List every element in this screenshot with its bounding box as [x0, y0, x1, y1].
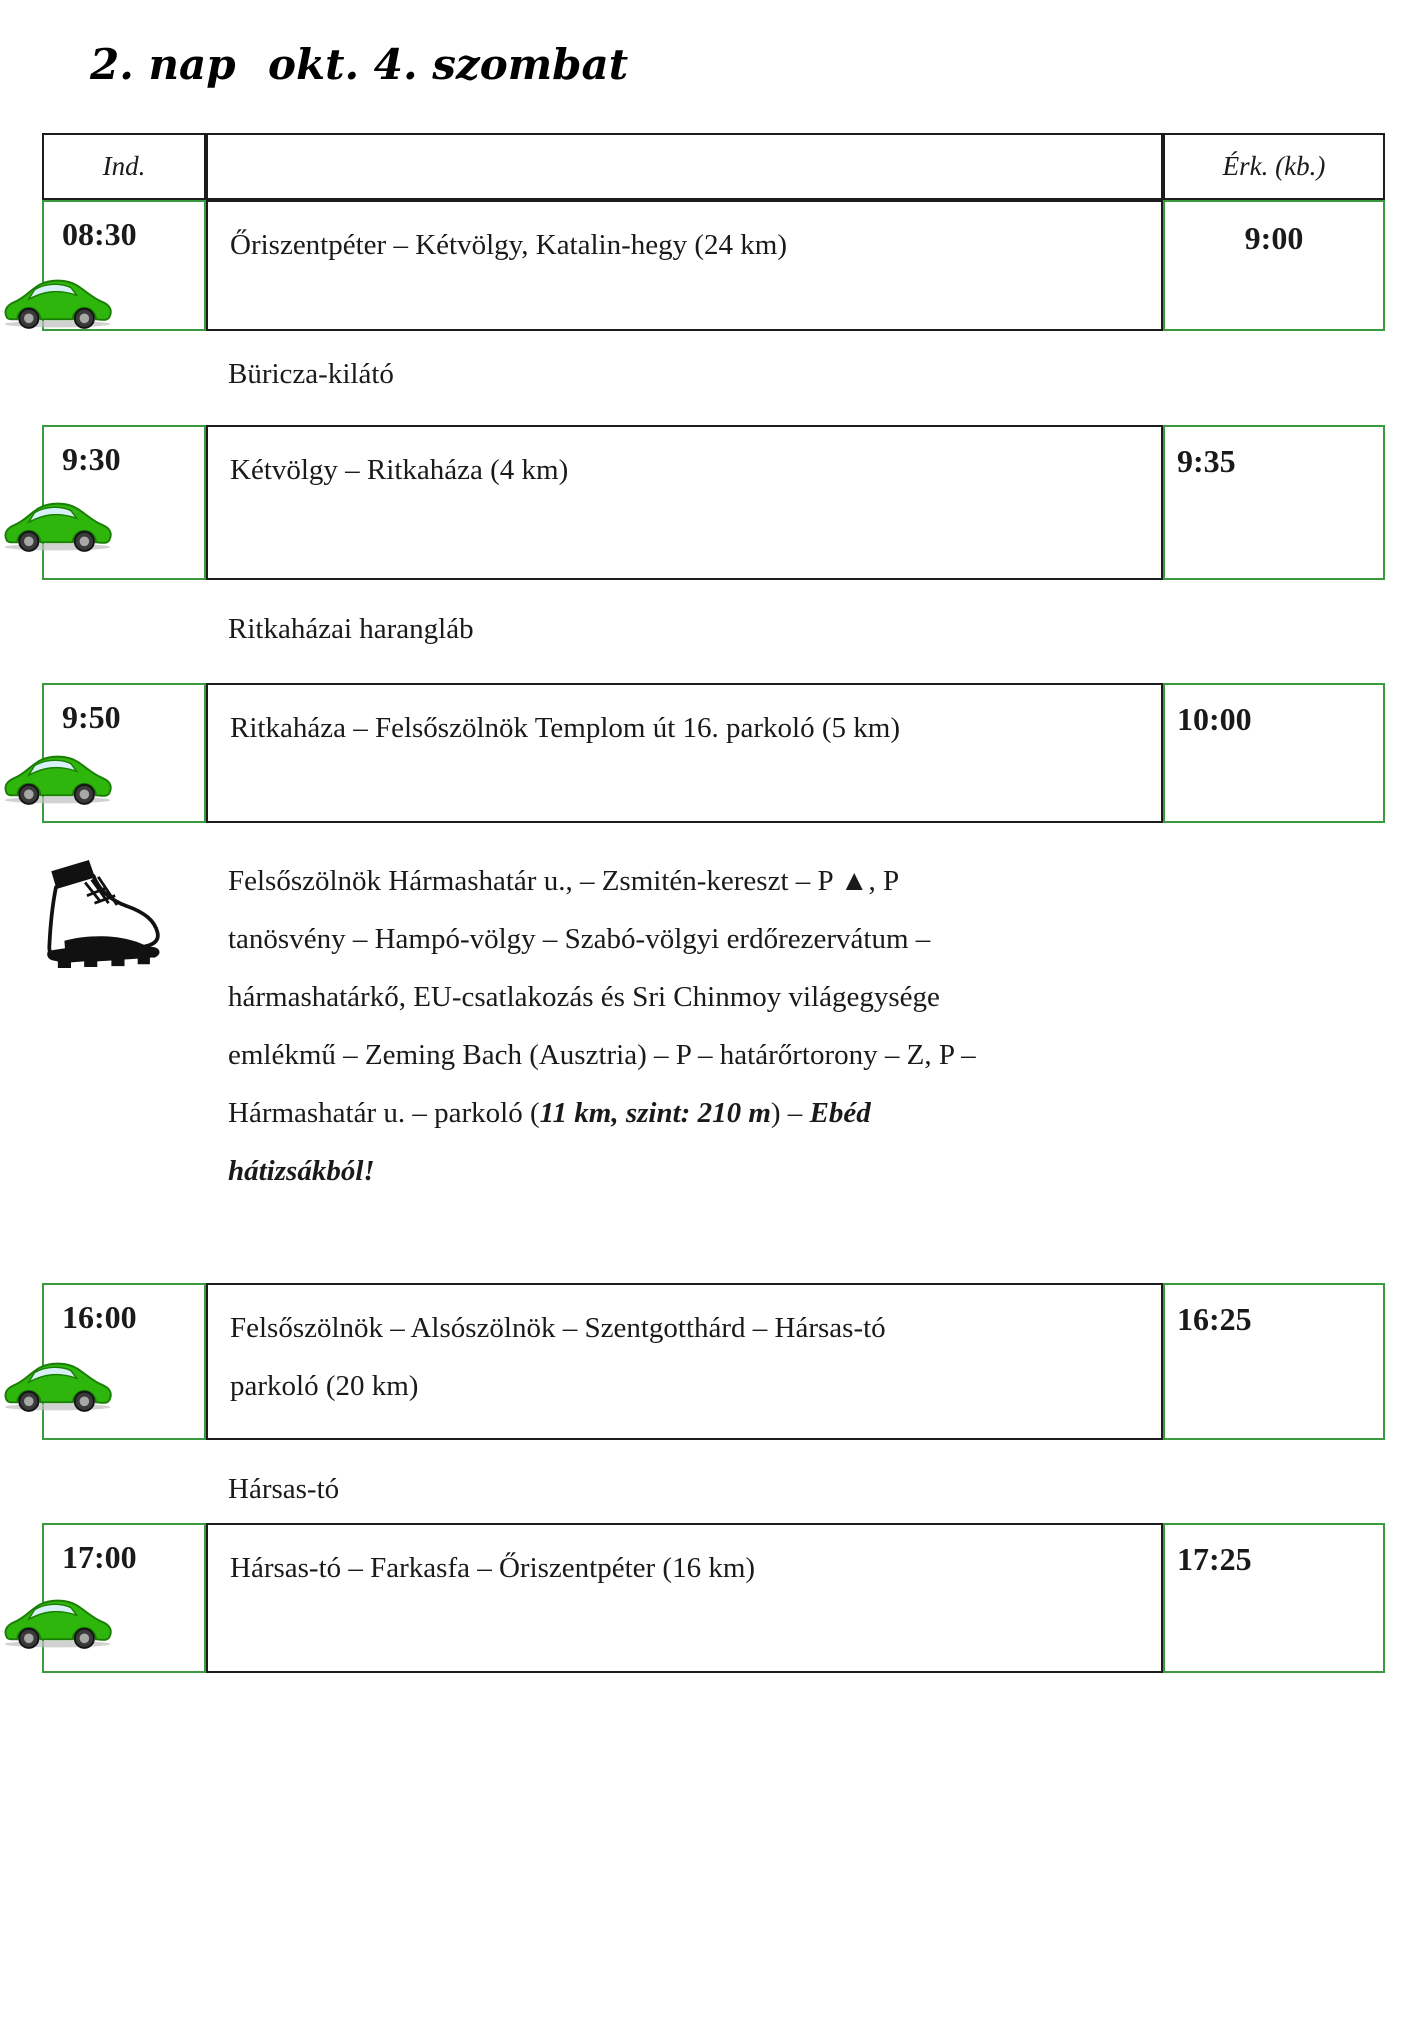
- hike-lunch-note: Ebéd hátizsákból!: [228, 1097, 871, 1187]
- page-title: [0, 40, 1428, 100]
- hike-route-text: Felsőszölnök Hármashatár u., – Zsmitén-kereszt – P ▲, P tanösvény – Hampó-völgy – Szabó-völgyi erdőrezervátum – hármashatárkő, EU-csatlakozás és Sri Chinmoy világegysége emlékmű – Zeming Bach (Ausztria) – P – határőrtorony – Z, P – Hármashatár u. – parkoló (: [228, 865, 976, 1129]
- car-icon: [2, 277, 115, 329]
- arrival-time: 9:35: [1177, 443, 1236, 479]
- route-cell: [206, 425, 1163, 580]
- route-text: Kétvölgy – Ritkaháza (4 km): [230, 454, 569, 486]
- car-icon: [2, 753, 115, 805]
- car-icon: [2, 500, 115, 552]
- waypoint-label: Ritkaházai harangláb: [228, 613, 474, 645]
- route-text: Őriszentpéter – Kétvölgy, Katalin-hegy (24 km): [230, 229, 788, 261]
- car-icon: [2, 1597, 115, 1649]
- hiking-boot-icon: [40, 850, 164, 992]
- hike-description: [228, 852, 978, 1200]
- hike-route-text: ) –: [770, 1097, 810, 1129]
- arrival-cell: [1163, 1283, 1385, 1440]
- departure-cell: [42, 1523, 206, 1673]
- departure-time: 9:50: [62, 699, 121, 735]
- arrival-cell: [1163, 683, 1385, 823]
- waypoint-label: Büricza-kilátó: [228, 358, 394, 390]
- departure-cell: [42, 1283, 206, 1440]
- departure-time: 08:30: [62, 216, 137, 252]
- route-text: Ritkaháza – Felsőszölnök Templom út 16. parkoló (5 km): [230, 712, 900, 744]
- route-cell: [206, 1283, 1163, 1440]
- arrival-time: 10:00: [1177, 701, 1252, 737]
- arrival-time: 9:00: [1244, 220, 1304, 256]
- departure-cell: [42, 683, 206, 823]
- hike-distance-note: 11 km, szint: 210 m: [539, 1097, 771, 1129]
- arrival-cell: [1163, 200, 1385, 331]
- day-label: 2. nap: [90, 40, 236, 89]
- departure-cell: [42, 200, 206, 331]
- route-cell: [206, 200, 1163, 331]
- route-cell: [206, 683, 1163, 823]
- car-icon: [2, 1360, 115, 1412]
- arrival-time: 17:25: [1177, 1541, 1252, 1577]
- departure-cell: [42, 425, 206, 580]
- header-route-cell: [206, 133, 1163, 200]
- departure-time: 17:00: [62, 1539, 137, 1575]
- departure-time: 9:30: [62, 441, 121, 477]
- header-arrival-cell: Érk. (kb.): [1163, 133, 1385, 200]
- header-departure-cell: Ind.: [42, 133, 206, 200]
- date-label: okt. 4. szombat: [268, 40, 629, 89]
- arrival-time: 16:25: [1177, 1301, 1252, 1337]
- arrival-cell: [1163, 425, 1385, 580]
- route-text: Hársas-tó – Farkasfa – Őriszentpéter (16 km): [230, 1552, 756, 1584]
- waypoint-label: Hársas-tó: [228, 1473, 340, 1505]
- route-text: Felsőszölnök – Alsószölnök – Szentgotthárd – Hársas-tó parkoló (20 km): [230, 1312, 886, 1402]
- arrival-cell: [1163, 1523, 1385, 1673]
- departure-time: 16:00: [62, 1299, 137, 1335]
- route-cell: [206, 1523, 1163, 1673]
